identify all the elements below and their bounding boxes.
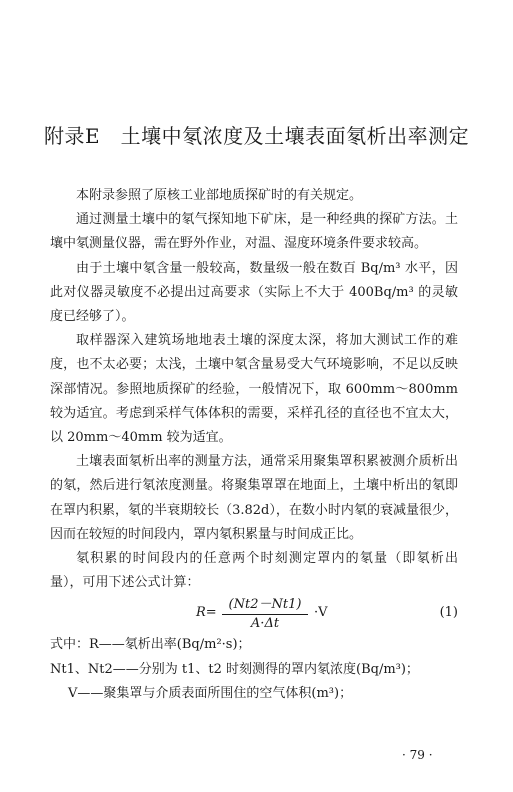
formula-numerator: (Nt2－Nt1): [222, 597, 308, 615]
paragraph-2: 通过测量土壤中的氡气探知地下矿床，是一种经典的探矿方法。土壤中氡测量仪器，需在野外作业，对温、湿度环境条件要求较高。: [50, 212, 458, 252]
formula-denominator: A·Δt: [250, 616, 280, 632]
formula-lhs: R=: [196, 605, 217, 621]
definition-n: Nt1、Nt2——分别为 t1、t2 时刻测得的罩内氡浓度(Bq/m³)；: [50, 661, 419, 677]
paragraph-1: 本附录参照了原核工业部地质探矿时的有关规定。: [76, 188, 363, 203]
document-body: [50, 184, 458, 706]
appendix-title: 附录E 土壤中氡浓度及土壤表面氡析出率测定: [44, 124, 470, 148]
formula-rhs: ·V: [314, 605, 328, 621]
definition-v: V——聚集罩与介质表面所围住的空气体积(m³)；: [68, 685, 353, 701]
formula-fraction: [222, 597, 308, 632]
paragraph-4: 取样器深入建筑场地地表土壤的深度太深，将加大测试工作的难度，也不太必要；太浅，土壤中氡含量易受大气环境影响，不足以反映深部情况。参照地质探矿的经验，一般情况下，取 600mm～800mm 较为适宜。考虑到采样气体体积的需要，采样孔径的直径也不宜太大，以 20mm～40mm 较为适宜。: [50, 333, 458, 446]
paragraph-3: 由于土壤中氡含量一般较高，数量级一般在数百 Bq/m³ 水平，因此对仪器灵敏度不必提出过高要求（实际上不大于 400Bq/m³ 的灵敏度已经够了）。: [50, 260, 458, 325]
page-number: · 79 ·: [402, 748, 433, 762]
paragraph-5: 土壤表面氡析出率的测量方法，通常采用聚集罩积累被测介质析出的氡，然后进行氡浓度测量。将聚集罩罩在地面上，土壤中析出的氡即在罩内积累，氡的半衰期较长（3.82d），在数小时内氡的衰减量很少，因而在较短的时间段内，罩内氡积累量与时间成正比。: [50, 454, 458, 542]
definition-r: 式中：R——氡析出率(Bq/m²·s)；: [50, 637, 251, 653]
paragraph-6: 氡积累的时间段内的任意两个时刻测定罩内的氡量（即氡析出量），可用下述公式计算：: [50, 551, 458, 591]
formula-block: [50, 597, 458, 631]
equation-number: (1): [439, 605, 458, 621]
